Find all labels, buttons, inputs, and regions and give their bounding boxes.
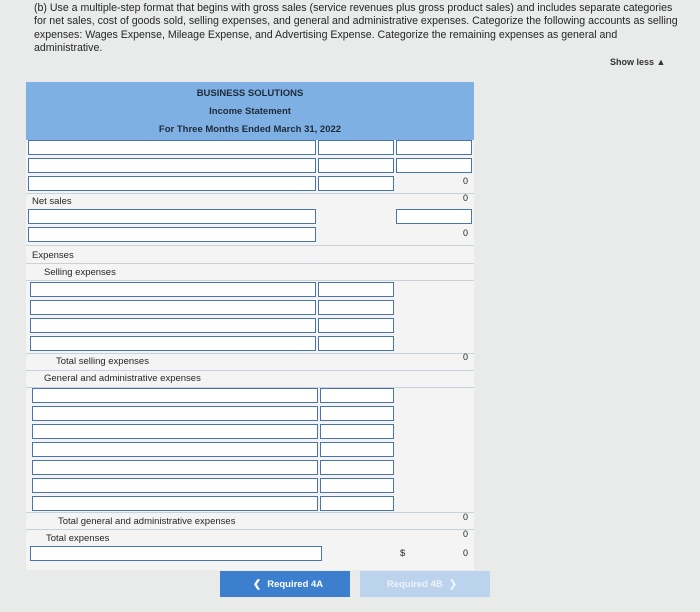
next-label: Required 4B	[386, 578, 443, 590]
selling-amount-input[interactable]	[318, 318, 394, 333]
net-income-value: 0	[462, 548, 468, 558]
show-less-link[interactable]	[610, 57, 665, 67]
admin-amount-input[interactable]	[320, 442, 394, 457]
account-input[interactable]	[28, 140, 316, 155]
instructions-text: (b) Use a multiple-step format that begins with gross sales (service revenues plus gross product sales) and includes separate categories for net sales, cost of goods sold, selling expenses, and general and administrative expenses. Categorize the following accounts as selling expenses: Wages Expense, Mileage Expense, and Advertising Expense. Categorize the remaining expenses as general and administrative.	[34, 2, 678, 55]
admin-account-input[interactable]	[32, 478, 318, 493]
admin-account-input[interactable]	[32, 406, 318, 421]
admin-account-input[interactable]	[32, 460, 318, 475]
admin-amount-input[interactable]	[320, 406, 394, 421]
triangle-up-icon: ▲	[656, 57, 666, 67]
admin-amount-input[interactable]	[320, 478, 394, 493]
net-sales-value: 0	[462, 193, 468, 203]
amount-input[interactable]	[318, 158, 394, 173]
total-selling-label: Total selling expenses	[56, 356, 149, 367]
total-gen-admin-label: Total general and administrative expenses	[58, 516, 236, 527]
account-input[interactable]	[28, 176, 316, 191]
selling-expenses-label: Selling expenses	[44, 267, 116, 278]
row-divider	[26, 245, 474, 246]
statement-title: Income Statement	[209, 106, 291, 117]
admin-account-input[interactable]	[32, 424, 318, 439]
statement-period: For Three Months Ended March 31, 2022	[158, 124, 342, 135]
selling-amount-input[interactable]	[318, 282, 394, 297]
net-income-label-input[interactable]	[30, 546, 322, 561]
total-gen-admin-value: 0	[462, 512, 468, 522]
show-less-label: Show less	[610, 57, 655, 67]
account-input[interactable]	[28, 209, 316, 224]
net-sales-label: Net sales	[32, 196, 72, 207]
total-expenses-value: 0	[462, 529, 468, 539]
selling-account-input[interactable]	[30, 282, 316, 297]
amount-input[interactable]	[396, 158, 472, 173]
gross-profit-value: 0	[462, 228, 468, 238]
company-name: BUSINESS SOLUTIONS	[196, 88, 304, 99]
admin-account-input[interactable]	[32, 388, 318, 403]
statement-header	[26, 82, 474, 140]
selling-amount-input[interactable]	[318, 336, 394, 351]
prev-required-4a-button[interactable]	[220, 571, 350, 597]
gen-admin-label: General and administrative expenses	[44, 373, 201, 384]
selling-account-input[interactable]	[30, 300, 316, 315]
row-divider	[26, 370, 474, 371]
next-required-4b-button[interactable]	[360, 571, 490, 597]
admin-amount-input[interactable]	[320, 424, 394, 439]
dollar-sign: $	[400, 548, 406, 559]
chevron-left-icon: ❮	[252, 578, 262, 590]
admin-account-input[interactable]	[32, 442, 318, 457]
subtotal-value: 0	[462, 176, 468, 186]
total-expenses-label: Total expenses	[46, 533, 110, 544]
admin-amount-input[interactable]	[320, 496, 394, 511]
account-input[interactable]	[28, 158, 316, 173]
income-statement-table	[26, 82, 474, 570]
row-divider	[26, 263, 474, 264]
chevron-right-icon: ❯	[448, 578, 458, 590]
amount-input[interactable]	[318, 176, 394, 191]
amount-input[interactable]	[396, 140, 472, 155]
admin-amount-input[interactable]	[320, 460, 394, 475]
prev-label: Required 4A	[267, 578, 324, 590]
admin-amount-input[interactable]	[320, 388, 394, 403]
total-selling-value: 0	[462, 352, 468, 362]
amount-input[interactable]	[396, 209, 472, 224]
admin-account-input[interactable]	[32, 496, 318, 511]
selling-amount-input[interactable]	[318, 300, 394, 315]
selling-account-input[interactable]	[30, 318, 316, 333]
row-divider	[26, 280, 474, 281]
amount-input[interactable]	[318, 140, 394, 155]
selling-account-input[interactable]	[30, 336, 316, 351]
expenses-label: Expenses	[32, 250, 74, 261]
account-input[interactable]	[28, 227, 316, 242]
